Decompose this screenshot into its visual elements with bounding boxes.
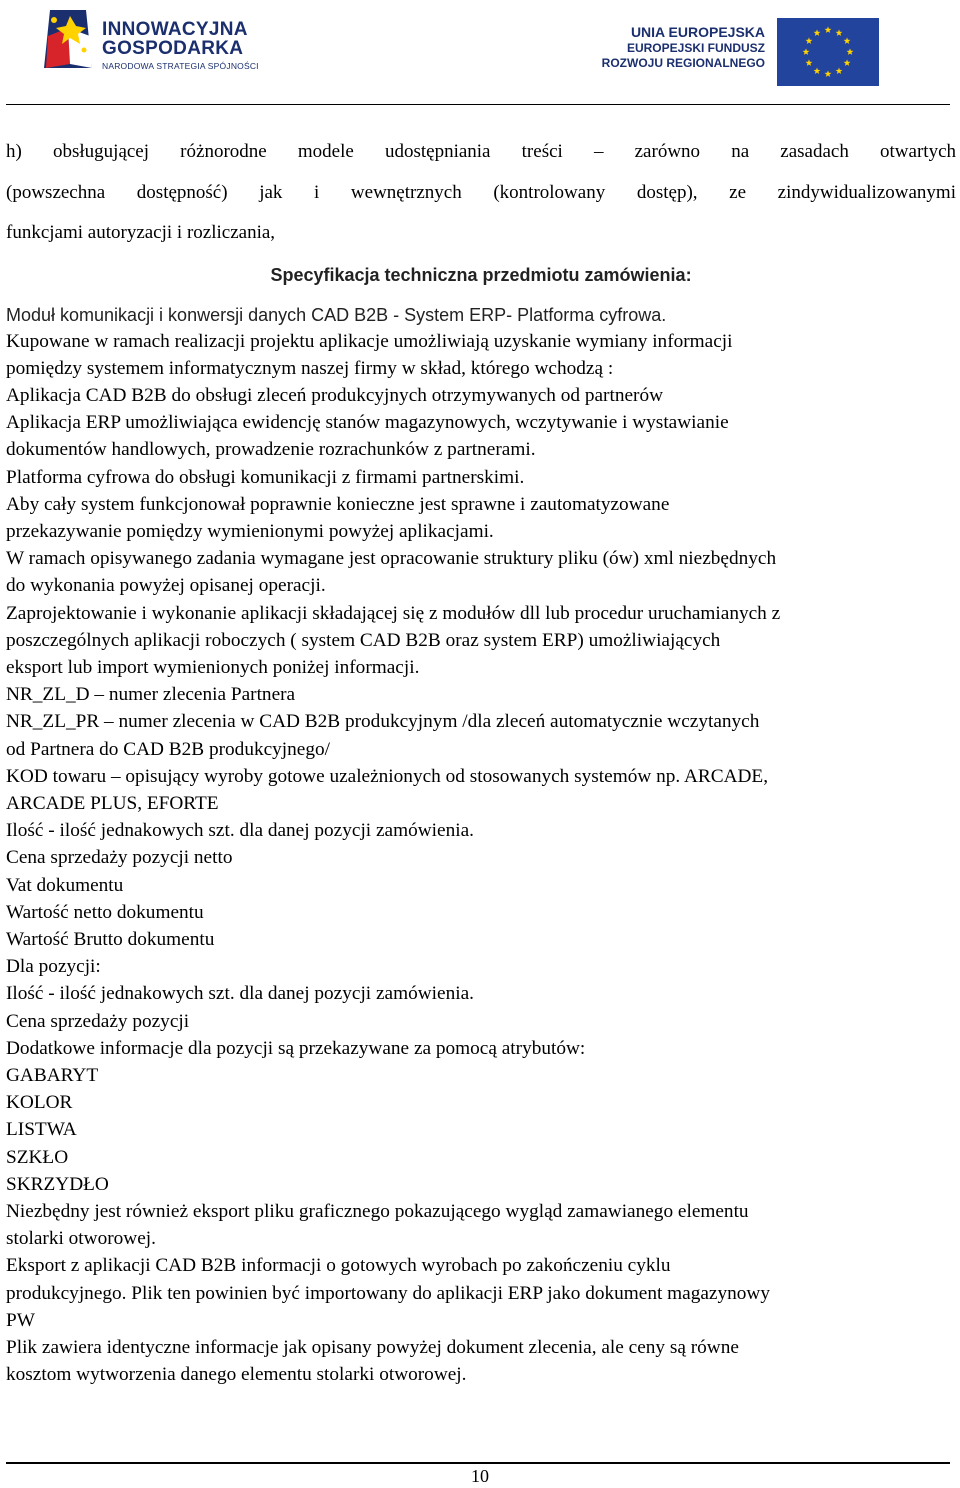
eu-flag-icon <box>777 18 879 86</box>
header-divider <box>6 104 950 105</box>
page-number: 10 <box>471 1466 489 1486</box>
module-subtitle: Moduł komunikacji i konwersji danych CAD B2B - System ERP- Platforma cyfrowa. <box>6 304 667 325</box>
text-line: Plik zawiera identyczne informacje jak opisany powyżej dokument zlecenia, ale ceny są równe <box>6 1337 739 1359</box>
text-line: Aby cały system funkcjonował poprawnie konieczne jest sprawne i zautomatyzowane <box>6 493 670 515</box>
spec-title: Specyfikacja techniczna przedmiotu zamówienia: <box>270 264 692 285</box>
text-line: Wartość Brutto dokumentu <box>6 928 215 950</box>
intro-line-3: funkcjami autoryzacji i rozliczania, <box>6 222 276 243</box>
text-line: KOLOR <box>6 1092 73 1114</box>
text-line: Zaprojektowanie i wykonanie aplikacji składającej się z modułów dll lub procedur uruchamianych z <box>6 602 781 624</box>
text-line: W ramach opisywanego zadania wymagane jest opracowanie struktury pliku (ów) xml niezbędnych <box>6 548 777 570</box>
specification-text <box>6 328 956 1389</box>
text-line: Vat dokumentu <box>6 874 124 896</box>
text-line: Platforma cyfrowa do obsługi komunikacji z firmami partnerskimi. <box>6 466 525 488</box>
text-line: pomiędzy systemem informatycznym naszej firmy w skład, którego wchodzą : <box>6 357 614 379</box>
document-body <box>6 132 956 1388</box>
text-line: dokumentów handlowych, prowadzenie rozrachunków z partnerami. <box>6 439 536 461</box>
text-line: SZKŁO <box>6 1146 69 1168</box>
text-line: LISTWA <box>6 1119 77 1141</box>
text-line: przekazywanie pomiędzy wymienionymi powyżej aplikacjami. <box>6 520 494 542</box>
text-line: Cena sprzedaży pozycji netto <box>6 847 233 869</box>
text-line: SKRZYDŁO <box>6 1173 109 1195</box>
text-line: Kupowane w ramach realizacji projektu aplikacje umożliwiają uzyskanie wymiany informacji <box>6 330 733 352</box>
intro-line-1: h) obsługującej różnorodne modele udostępniania treści – zarówno na zasadach otwartych <box>6 141 956 162</box>
text-line: poszczególnych aplikacji roboczych ( system CAD B2B oraz system ERP) umożliwiających <box>6 629 721 651</box>
text-line: Ilość - ilość jednakowych szt. dla danej pozycji zamówienia. <box>6 983 474 1005</box>
text-line: NR_ZL_PR – numer zlecenia w CAD B2B produkcyjnym /dla zleceń automatycznie wczytanych <box>6 711 760 733</box>
text-line: Cena sprzedaży pozycji <box>6 1010 190 1032</box>
innowacyjna-gospodarka-logo <box>40 4 270 84</box>
text-line: PW <box>6 1309 35 1331</box>
intro-paragraph <box>6 132 956 254</box>
text-line: Aplikacja ERP umożliwiająca ewidencję stanów magazynowych, wczytywanie i wystawianie <box>6 412 729 434</box>
text-line: Aplikacja CAD B2B do obsługi zleceń produkcyjnych otrzymywanych od partnerów <box>6 384 664 406</box>
text-line: GABARYT <box>6 1064 99 1086</box>
text-line: NR_ZL_D – numer zlecenia Partnera <box>6 684 296 706</box>
text-line: do wykonania powyżej opisanej operacji. <box>6 575 326 597</box>
intro-line-2: (powszechna dostępność) jak i wewnętrznych (kontrolowany dostęp), ze zindywidualizowanymi <box>6 181 956 203</box>
innowacyjna-gospodarka-emblem-icon <box>40 6 96 76</box>
text-line: eksport lub import wymienionych poniżej informacji. <box>6 656 420 678</box>
text-line: KOD towaru – opisujący wyroby gotowe uzależnionych od stosowanych systemów np. ARCADE, <box>6 765 769 787</box>
text-line: Wartość netto dokumentu <box>6 901 204 923</box>
text-line: ARCADE PLUS, EFORTE <box>6 792 219 814</box>
text-line: kosztom wytworzenia danego elementu stolarki otworowej. <box>6 1364 467 1386</box>
text-line: od Partnera do CAD B2B produkcyjnego/ <box>6 738 330 760</box>
text-line: produkcyjnego. Plik ten powinien być importowany do aplikacji ERP jako dokument magazynowy <box>6 1282 770 1304</box>
logo-line-rozwoju-regionalnego: ROZWOJU REGIONALNEGO <box>601 56 765 70</box>
text-line: stolarki otworowej. <box>6 1228 156 1250</box>
text-line: Dodatkowe informacje dla pozycji są przekazywane za pomocą atrybutów: <box>6 1037 586 1059</box>
logo-line-europejski-fundusz: EUROPEJSKI FUNDUSZ <box>626 41 765 55</box>
logo-line-strategia: NARODOWA STRATEGIA SPÓJNOŚCI <box>102 61 259 71</box>
logo-line-unia-europejska: UNIA EUROPEJSKA <box>630 24 765 40</box>
page-header <box>0 0 960 100</box>
logo-line-innowacyjna: INNOWACYJNA <box>102 19 248 40</box>
text-line: Dla pozycji: <box>6 956 101 978</box>
text-line: Ilość - ilość jednakowych szt. dla danej pozycji zamówienia. <box>6 820 474 842</box>
text-line: Eksport z aplikacji CAD B2B informacji o gotowych wyrobach po zakończeniu cyklu <box>6 1255 671 1277</box>
text-line: Niezbędny jest również eksport pliku graficznego pokazującego wygląd zamawianego elementu <box>6 1201 749 1222</box>
eu-fund-logo <box>590 18 880 88</box>
logo-line-gospodarka: GOSPODARKA <box>102 38 244 59</box>
